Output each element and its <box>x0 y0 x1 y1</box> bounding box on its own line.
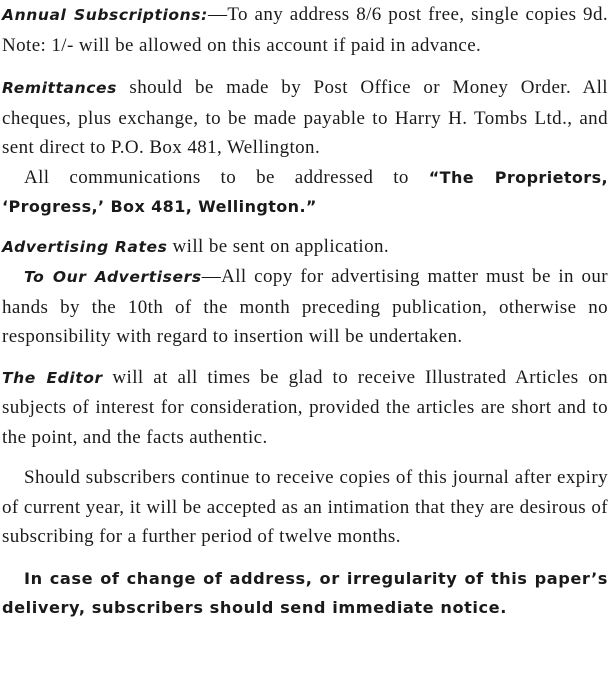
editor-paragraph <box>2 363 608 453</box>
advertising-rates-text: will be sent on application. <box>167 235 390 257</box>
editor-text: will at all times be glad to receive Illustrated Articles on subjects of interest for consideration, provided the articles are short and to the point, and the facts authentic. <box>2 366 608 448</box>
advertising-rates-lead: Advertising Rates <box>2 237 168 256</box>
change-of-address-text: In case of change of address, or irregularity of this paper’s delivery, subscribers should send immediate notice. <box>2 568 608 617</box>
advertisers-paragraph <box>2 262 608 352</box>
communications-paragraph <box>2 163 608 222</box>
editor-lead: The Editor <box>2 368 103 387</box>
annual-subscriptions-text: —To any address 8/6 post free, single copies 9d. Note: 1/- will be allowed on this account if paid in advance. <box>2 4 608 56</box>
subscribers-text: Should subscribers continue to receive copies of this journal after expiry of current year, it will be accepted as an intimation that they are desirous of subscribing for a further period of twelve months. <box>2 467 608 547</box>
subscribers-paragraph <box>2 463 608 552</box>
communications-address: “The Proprietors, ‘Progress,’ Box 481, Wellington.” <box>2 167 608 216</box>
annual-subscriptions-lead: Annual Subscriptions: <box>2 6 208 24</box>
communications-text: All communications to be addressed to <box>24 166 429 188</box>
change-of-address-paragraph <box>2 564 608 623</box>
notices-page <box>2 0 608 623</box>
advertisers-text: —All copy for advertising matter must be in our hands by the 10th of the month preceding publication, otherwise no responsibility with regard to insertion will be undertaken. <box>2 266 608 347</box>
remittances-paragraph <box>2 73 608 163</box>
advertisers-lead: To Our Advertisers <box>24 268 202 286</box>
annual-subscriptions-paragraph <box>2 0 608 60</box>
advertising-rates-paragraph <box>2 232 608 263</box>
remittances-lead: Remittances <box>2 79 117 97</box>
remittances-text: should be made by Post Office or Money Order. All cheques, plus exchange, to be made payable to Harry H. Tombs Ltd., and sent direct to P.O. Box 481, Wellington. <box>2 77 608 158</box>
